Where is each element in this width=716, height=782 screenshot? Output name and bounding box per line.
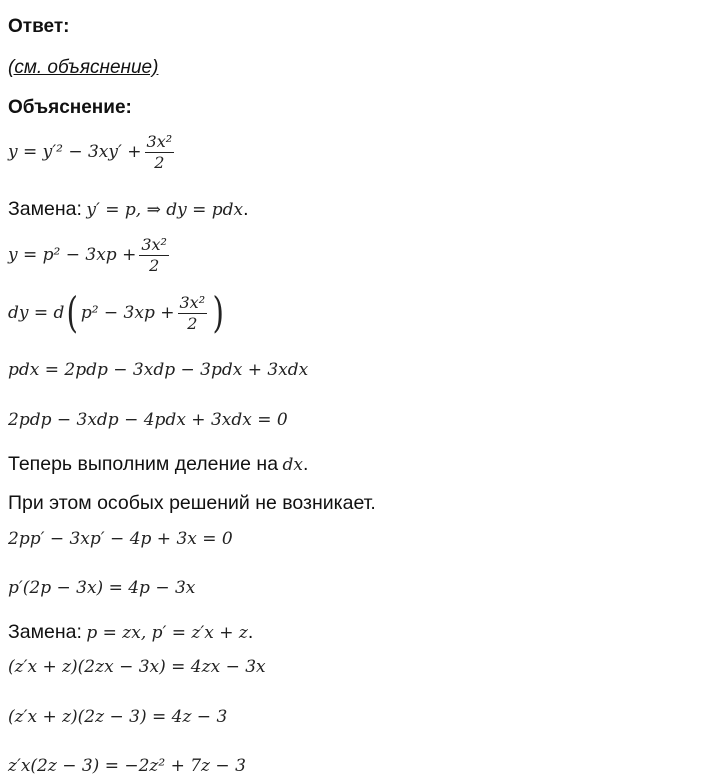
equation-8: (z′x + z)(2zx − 3x) = 4zx − 3x [8, 657, 266, 677]
fraction: $\frac{\text{3x²}}{2}$ [141, 235, 167, 275]
substitution-1: Замена: y′ = p, ⇒ dy = pdx. [8, 198, 249, 220]
see-explanation-link[interactable]: (см. объяснение) [8, 57, 159, 78]
equation-3: dy = d ( p² − 3xp + $\frac{\text{3x²}}{2}$ ) [8, 288, 225, 337]
fraction: $\frac{\text{3x²}}{2}$ [179, 292, 206, 333]
explanation-heading: Объяснение: [8, 97, 132, 118]
equation-10: z′x(2z − 3) = −2z² + 7z − 3 [8, 756, 246, 776]
answer-heading: Ответ: [8, 16, 70, 37]
equation-9: (z′x + z)(2z − 3) = 4z − 3 [8, 707, 228, 727]
left-paren: ( [66, 288, 79, 337]
equation-2: y = p² − 3xp + $\frac{\text{3x²}}{2}$ [8, 235, 167, 275]
equation-1: y = y′² − 3xy′ + $\frac{\text{3x²}}{2}$ [8, 132, 173, 172]
right-paren: ) [212, 288, 225, 337]
equation-5: 2pdp − 3xdp − 4pdx + 3xdx = 0 [8, 410, 288, 430]
equation-4: pdx = 2pdp − 3xdp − 3pdx + 3xdx [8, 360, 309, 380]
substitution-2: Замена: p = zx, p′ = z′x + z. [8, 621, 254, 643]
equation-6: 2pp′ − 3xp′ − 4p + 3x = 0 [8, 529, 233, 549]
fraction: $\frac{\text{3x²}}{2}$ [146, 132, 173, 172]
division-text: Теперь выполним деление на dx. [8, 453, 309, 475]
equation-7: p′(2p − 3x) = 4p − 3x [8, 578, 196, 598]
no-special-solutions-text: При этом особых решений не возникает. [8, 492, 376, 514]
